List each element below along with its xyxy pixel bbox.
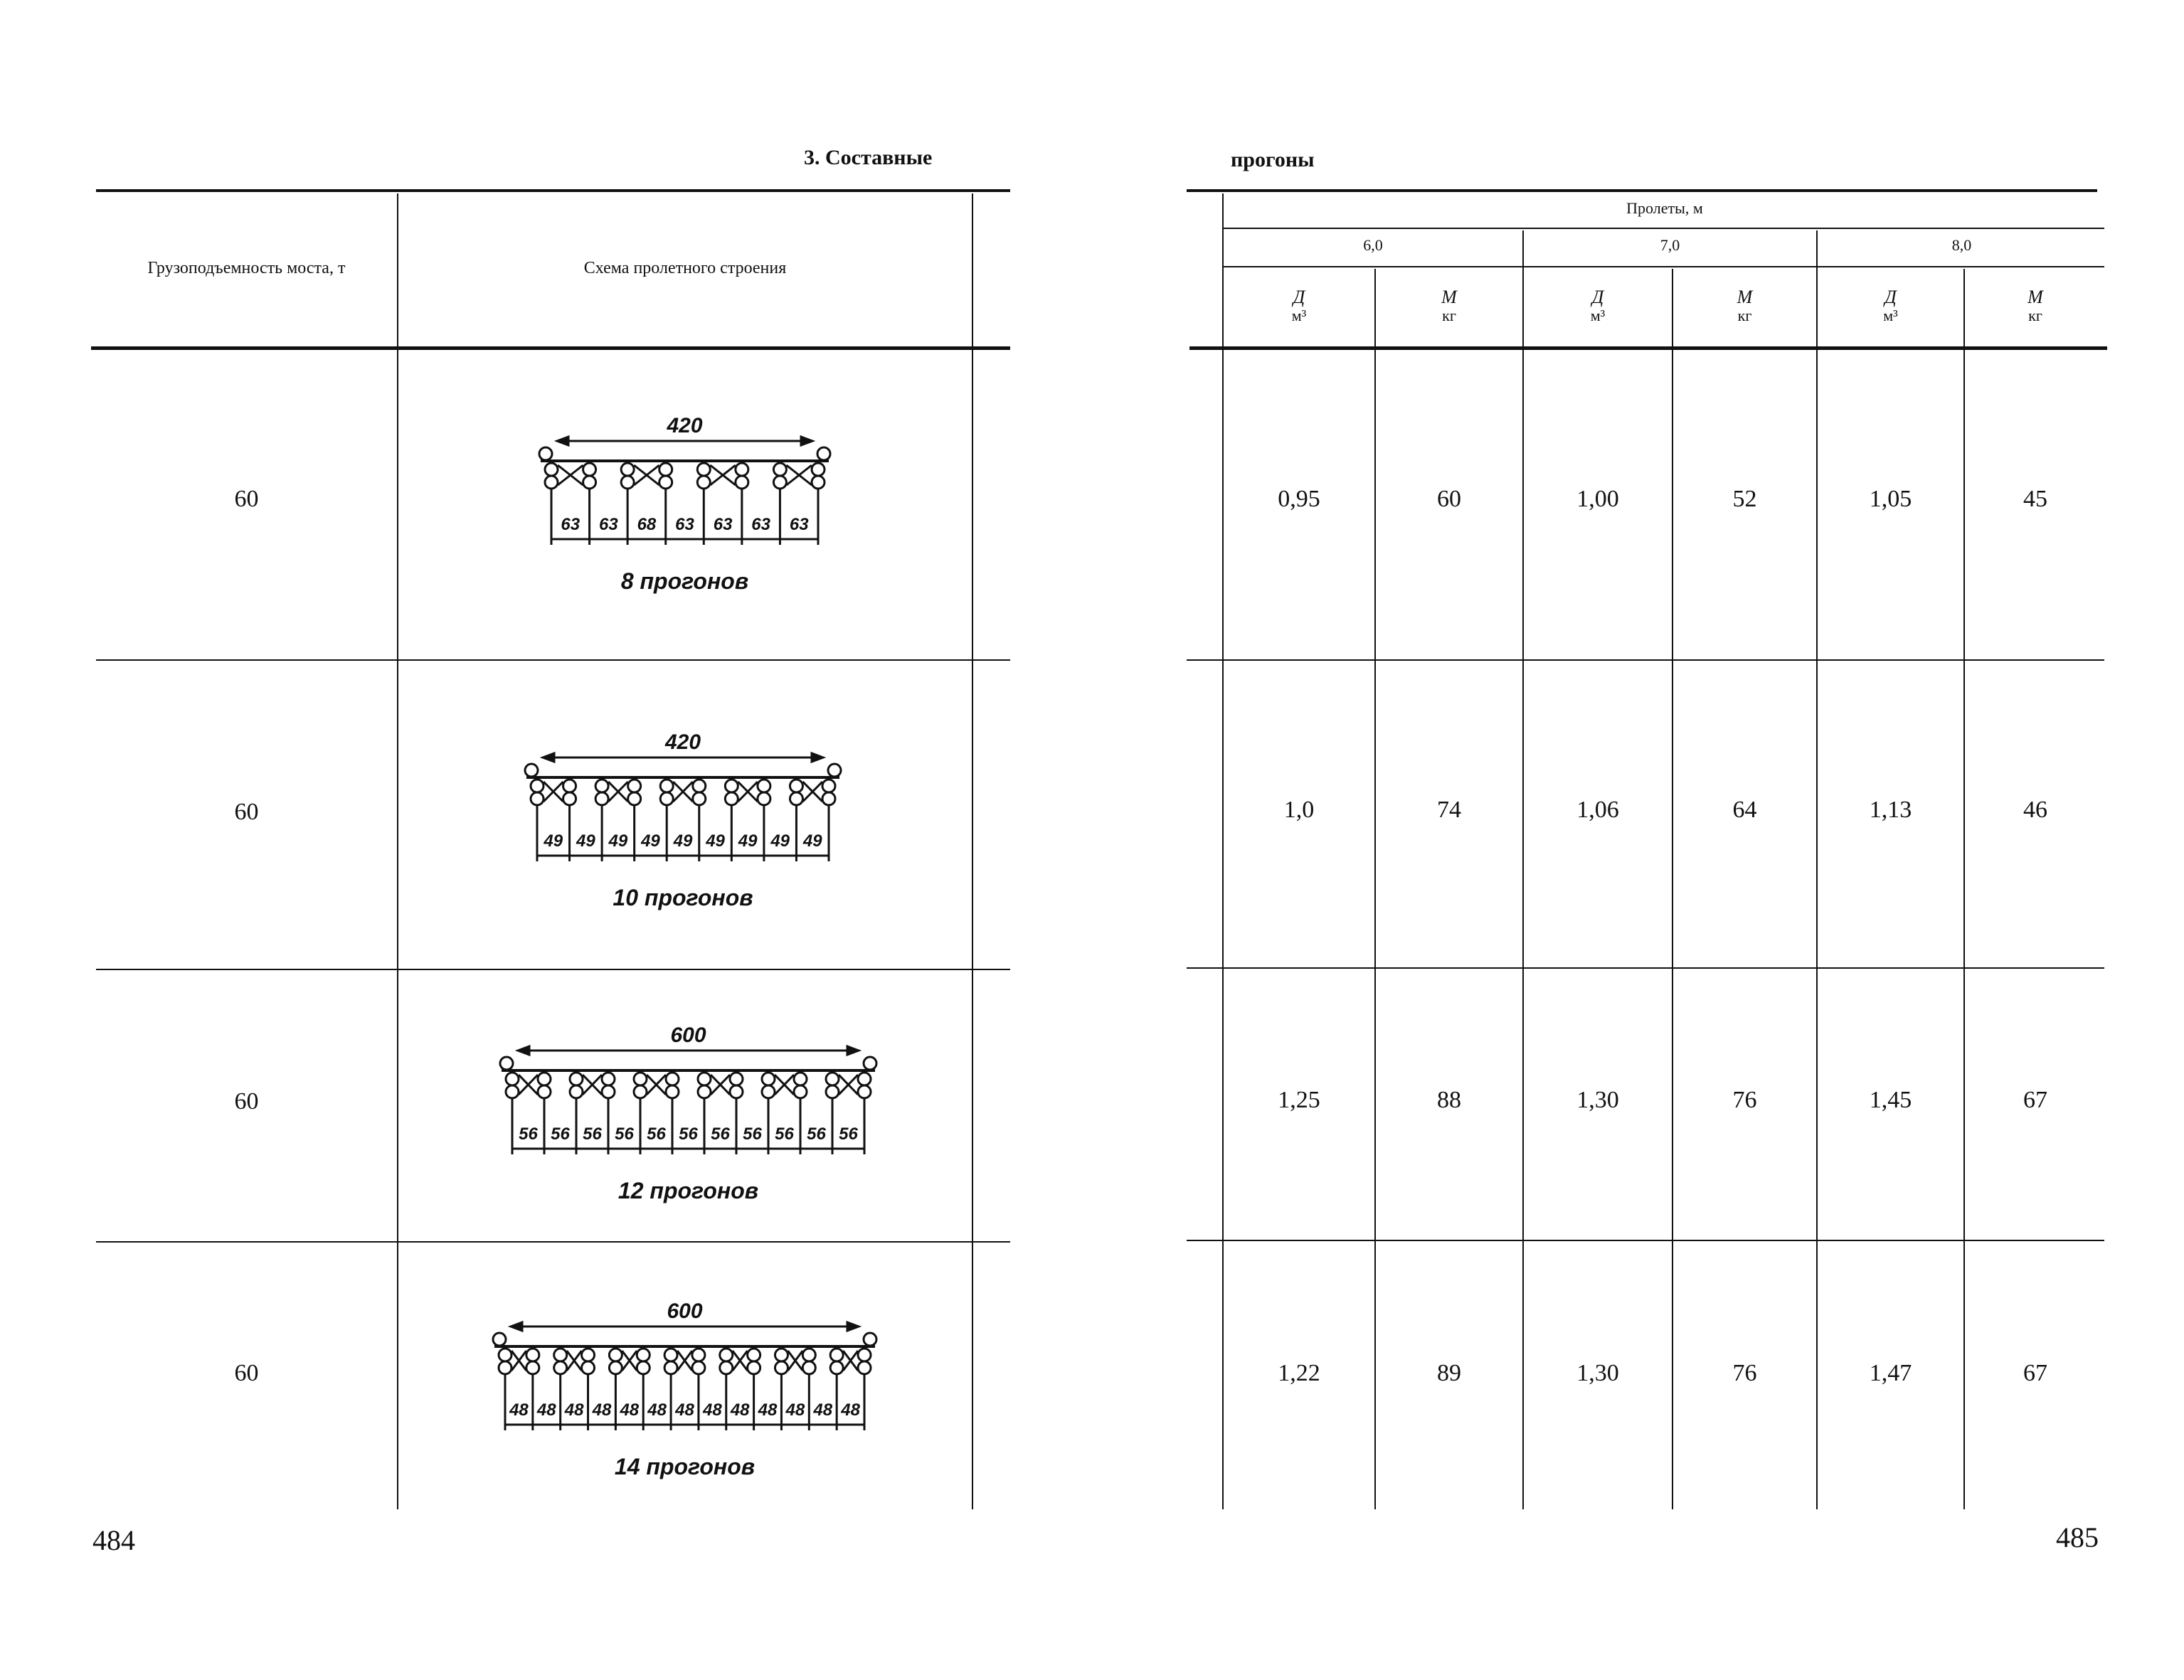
- data-cell: 0,95: [1278, 486, 1320, 512]
- data-cell: 1,05: [1869, 486, 1912, 512]
- data-cell: 64: [1732, 797, 1757, 823]
- purlin-circle: [720, 1361, 733, 1374]
- spacing-label: 49: [802, 831, 822, 851]
- spacing-label: 56: [839, 1125, 858, 1144]
- spacing-label: 63: [561, 515, 581, 534]
- data-cell: 1,00: [1576, 486, 1619, 512]
- spacing-label: 48: [702, 1400, 722, 1420]
- spacing-label: 48: [813, 1400, 833, 1420]
- data-cell: 1,45: [1869, 1087, 1912, 1113]
- purlin-circle: [637, 1361, 650, 1374]
- spacing-label: 68: [637, 515, 657, 534]
- data-cell: 46: [2023, 797, 2047, 823]
- spacing-label: 49: [673, 831, 693, 851]
- purlin-circle: [664, 1349, 677, 1361]
- sub-header: М кг: [2027, 287, 2043, 324]
- spacing-label: 48: [509, 1400, 529, 1420]
- purlin-circle: [692, 1361, 705, 1374]
- sub-header: М кг: [1737, 287, 1753, 324]
- spacing-label: 49: [770, 831, 790, 851]
- column-header-scheme: Схема пролетного строения: [583, 259, 787, 277]
- purlin-circle: [692, 1349, 705, 1361]
- purlin-circle: [609, 1349, 622, 1361]
- spacing-label: 48: [536, 1400, 556, 1420]
- column-divider: [1963, 269, 1965, 1509]
- purlin-circle: [554, 1361, 567, 1374]
- capacity-cell: 60: [234, 1360, 259, 1386]
- purlin-circle: [554, 1349, 567, 1361]
- spacing-label: 56: [807, 1125, 826, 1144]
- data-cell: 45: [2023, 486, 2047, 512]
- spacing-label: 48: [730, 1400, 750, 1420]
- spacing-label: 56: [551, 1125, 570, 1144]
- data-cell: 60: [1437, 486, 1461, 512]
- column-divider: [1222, 193, 1224, 1509]
- spacing-label: 49: [738, 831, 758, 851]
- page-number-right: 485: [2056, 1521, 2099, 1553]
- sub-header: Д м³: [1291, 287, 1307, 324]
- spacing-label: 63: [599, 515, 618, 534]
- scheme-caption: 14 прогонов: [614, 1454, 756, 1479]
- scheme-caption: 8 прогонов: [620, 568, 749, 594]
- scheme-caption: 12 прогонов: [617, 1178, 759, 1203]
- spacing-label: 63: [789, 515, 809, 534]
- spacing-label: 56: [775, 1125, 794, 1144]
- data-cell: 88: [1437, 1087, 1461, 1113]
- data-cell: 76: [1732, 1087, 1757, 1113]
- purlin-circle: [720, 1349, 733, 1361]
- capacity-cell: 60: [234, 1088, 259, 1115]
- spacing-label: 56: [615, 1125, 634, 1144]
- spans-label: Пролеты, м: [1626, 199, 1703, 217]
- span-value: 7,0: [1660, 236, 1680, 254]
- span-label: 600: [670, 1024, 706, 1047]
- spacing-label: 56: [743, 1125, 762, 1144]
- table-top-rule: [1187, 189, 2097, 192]
- capacity-cell: 60: [234, 486, 259, 512]
- spacing-label: 48: [564, 1400, 584, 1420]
- page-number-left: 484: [92, 1524, 135, 1556]
- span-label: 420: [664, 730, 701, 754]
- end-purlin-circle: [493, 1333, 506, 1346]
- span-value: 6,0: [1363, 236, 1383, 254]
- data-cell: 52: [1732, 486, 1757, 512]
- data-cell: 1,30: [1576, 1087, 1619, 1113]
- purlin-circle: [748, 1349, 760, 1361]
- spacing-label: 48: [647, 1400, 667, 1420]
- column-divider: [1374, 269, 1376, 1509]
- spacing-label: 48: [675, 1400, 694, 1420]
- scheme-caption: 10 прогонов: [613, 885, 753, 910]
- purlin-circle: [499, 1349, 511, 1361]
- purlin-circle: [858, 1349, 871, 1361]
- data-cell: 1,22: [1278, 1360, 1320, 1386]
- purlin-circle: [830, 1349, 843, 1361]
- spacing-label: 56: [519, 1125, 538, 1144]
- purlin-circle: [664, 1361, 677, 1374]
- spacing-label: 56: [647, 1125, 666, 1144]
- data-cell: 1,06: [1576, 797, 1619, 823]
- purlin-circle: [526, 1349, 539, 1361]
- purlin-circle: [526, 1361, 539, 1374]
- row-divider: [1187, 1240, 2104, 1241]
- row-divider: [1187, 659, 2104, 661]
- data-cell: 1,25: [1278, 1087, 1320, 1113]
- data-cell: 74: [1437, 797, 1461, 823]
- span-label: 600: [667, 1299, 703, 1323]
- row-divider: [1187, 967, 2104, 969]
- spacing-label: 63: [751, 515, 770, 534]
- spacing-label: 48: [785, 1400, 805, 1420]
- data-cell: 89: [1437, 1360, 1461, 1386]
- purlin-circle: [858, 1361, 871, 1374]
- spacing-label: 63: [675, 515, 694, 534]
- data-cell: 1,0: [1283, 797, 1315, 823]
- spacing-label: 48: [592, 1400, 612, 1420]
- spacing-label: 49: [706, 831, 725, 851]
- spacing-label: 49: [576, 831, 595, 851]
- spacing-label: 56: [711, 1125, 730, 1144]
- purlin-circle: [637, 1349, 650, 1361]
- purlin-circle: [802, 1361, 815, 1374]
- spacing-label: 49: [641, 831, 660, 851]
- end-purlin-circle: [864, 1333, 876, 1346]
- header-bottom-rule: [1189, 346, 2107, 350]
- section-heading-right: прогоны: [1231, 148, 1315, 171]
- arrow-head: [847, 1322, 859, 1331]
- sub-header: Д м³: [1590, 287, 1606, 324]
- spacing-label: 49: [544, 831, 563, 851]
- data-cell: 67: [2023, 1087, 2047, 1113]
- column-divider: [1672, 269, 1673, 1509]
- purlin-circle: [609, 1361, 622, 1374]
- purlin-circle: [802, 1349, 815, 1361]
- column-divider: [1816, 230, 1818, 1509]
- spacing-label: 63: [713, 515, 733, 534]
- spans-label-rule: [1222, 228, 2104, 229]
- purlin-circle: [582, 1361, 595, 1374]
- purlin-circle: [775, 1361, 788, 1374]
- purlin-circle: [748, 1361, 760, 1374]
- span-value: 8,0: [1951, 236, 1972, 254]
- span-values-rule: [1222, 266, 2104, 267]
- data-cell: 1,47: [1869, 1360, 1912, 1386]
- data-cell: 67: [2023, 1360, 2047, 1386]
- purlin-circle: [775, 1349, 788, 1361]
- spacing-label: 48: [841, 1400, 860, 1420]
- spacing-label: 48: [620, 1400, 640, 1420]
- arrow-head: [511, 1322, 522, 1331]
- purlin-circle: [499, 1361, 511, 1374]
- data-cell: 76: [1732, 1360, 1757, 1386]
- purlin-circle: [830, 1361, 843, 1374]
- spacing-label: 49: [608, 831, 628, 851]
- spacing-label: 56: [679, 1125, 698, 1144]
- sub-header: М кг: [1441, 287, 1457, 324]
- capacity-cell: 60: [234, 799, 259, 825]
- sub-header: Д м³: [1883, 287, 1898, 324]
- data-cell: 1,30: [1576, 1360, 1619, 1386]
- span-label: 420: [667, 414, 703, 437]
- data-cell: 1,13: [1869, 797, 1912, 823]
- spacing-label: 56: [583, 1125, 602, 1144]
- column-header-capacity: Грузоподъемность моста, т: [147, 259, 346, 277]
- column-divider: [1522, 230, 1524, 1509]
- purlin-circle: [582, 1349, 595, 1361]
- section-heading-left: 3. Составные: [804, 146, 933, 169]
- spacing-label: 48: [758, 1400, 778, 1420]
